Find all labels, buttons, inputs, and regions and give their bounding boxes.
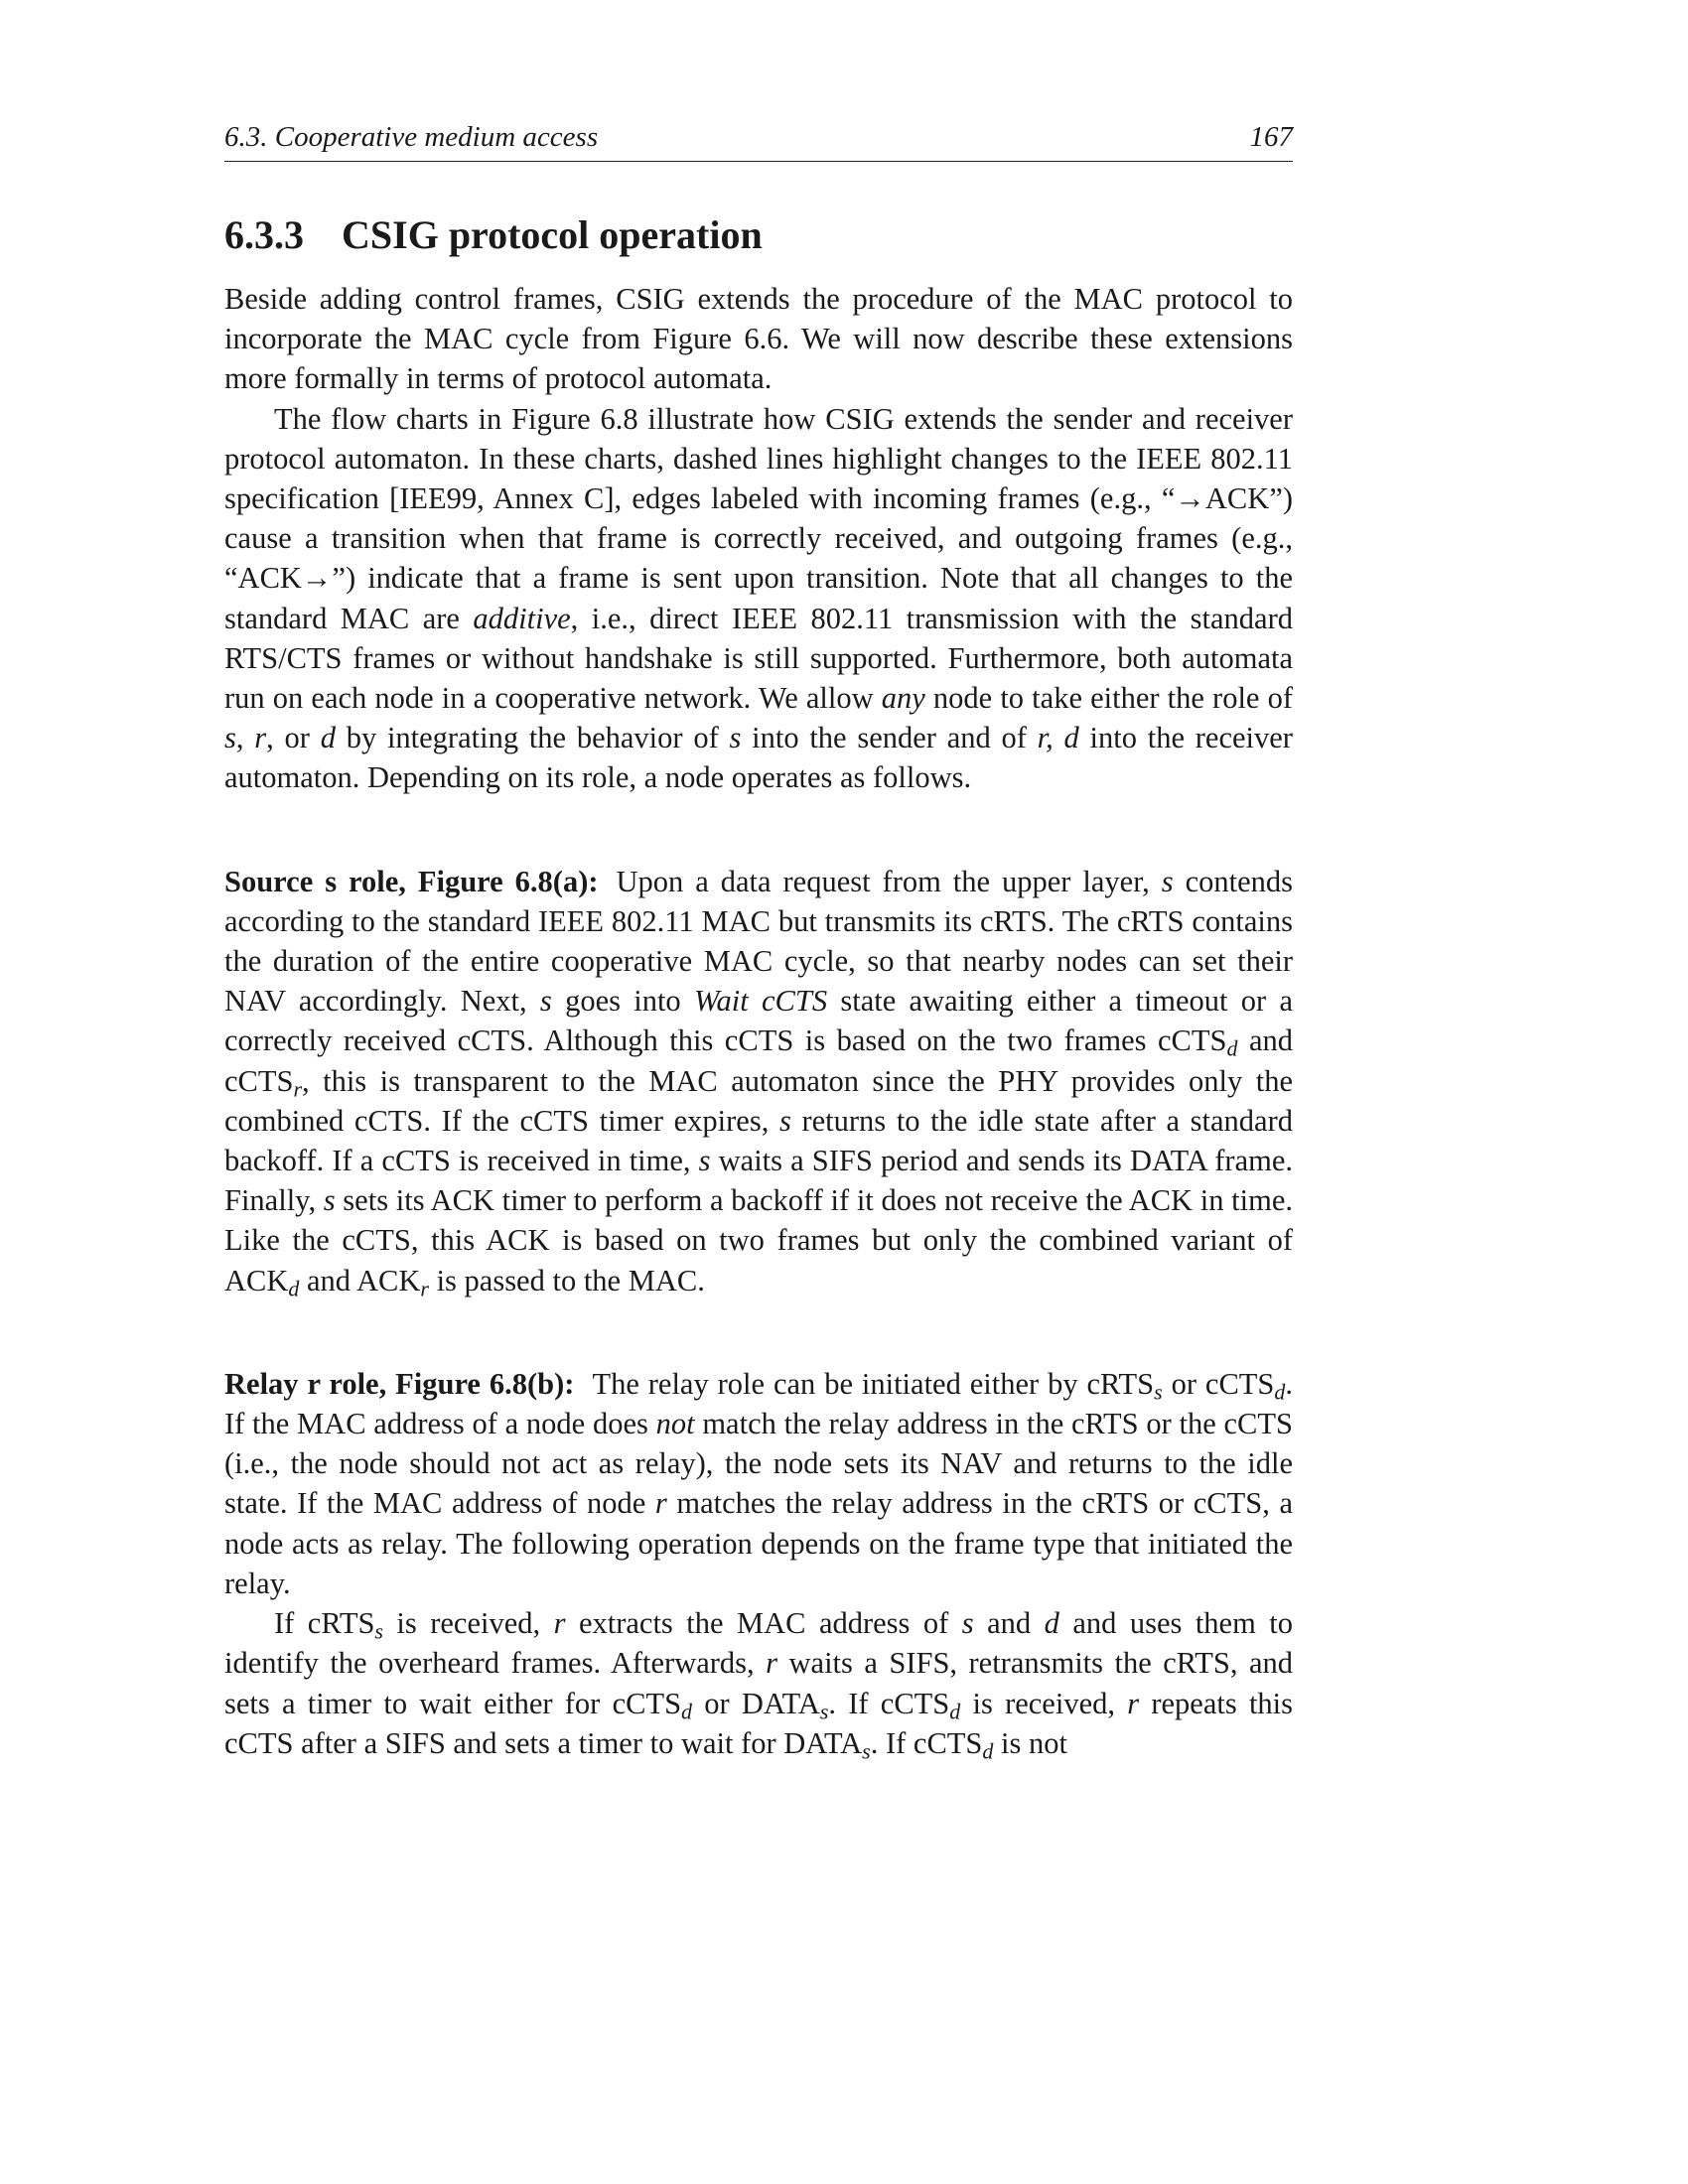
relay-role-label: Relay r role, Figure 6.8(b): bbox=[224, 1366, 575, 1401]
paragraph-source-role: Source s role, Figure 6.8(a): Upon a data request from the upper layer, s contends according to the standard IEEE 802.11 MAC but transmits its cRTS. The cRTS contains the duration of the entire cooperative MAC cycle, so that nearby nodes can set their NAV accordingly. Next, s goes into Wait cCTS state awaiting either a timeout or a correctly received cCTS. Although this cCTS is based on the two frames cCTS$_d$ and cCTS$_r$, this is transparent to the MAC automaton since the PHY provides only the combined cCTS. If the cCTS timer expires, s returns to the idle state after a standard backoff. If a cCTS is received in time, s waits a SIFS period and sends its DATA frame. Finally, s sets its ACK timer to perform a backoff if it does not receive the ACK in time. Like the cCTS, this ACK is based on two frames but only the combined variant of $ACK_d$ and $ACK_r$ is passed to the MAC. bbox=[224, 864, 1294, 1301]
paragraph-relay-role: Relay r role, Figure 6.8(b): The relay role can be initiated either by cRTS$_s$ or cCTS$_d$. If the MAC address of a node does not match the relay address in the cRTS or the cCTS (i.e., the node should not act as relay), the node sets its NAV and returns to the idle state. If the MAC address of node r matches the relay address in the cRTS or cCTS, a node acts as relay. The following operation depends on the frame type that initiated the relay. bbox=[224, 1366, 1293, 1600]
paragraph-gap bbox=[224, 798, 1293, 862]
section-heading bbox=[224, 211, 1293, 259]
section-number: 6.3.3 bbox=[224, 212, 304, 257]
paragraph-flow-charts: The flow charts in Figure 6.8 illustrate how CSIG extends the sender and receiver protocol automaton. In these charts, dashed lines highlight changes to the IEEE 802.11 specification [IEE99, Annex C], edges labeled with incoming frames (e.g., “→ACK”) cause a transition when that frame is correctly received, and outgoing frames (e.g., “ACK→”) indicate that a frame is sent upon transition. Note that all changes to the standard MAC are additive, i.e., direct IEEE 802.11 transmission with the standard RTS/CTS frames or without handshake is still supported. Furthermore, both automata run on each node in a cooperative network. We allow any node to take either the role of s, r, or d by integrating the behavior of s into the sender and of r, d into the receiver automaton. Depending on its role, a node operates as follows. bbox=[224, 401, 1294, 795]
paragraph-crts-received: If cRTS$_s$ is received, r extracts the MAC address of s and d and uses them to identify the overheard frames. Afterwards, r waits a SIFS, retransmits the cRTS, and sets a timer to wait either for cCTS$_d$ or $DATA_s$. If cCTS$_d$ is received, r repeats this cCTS after a SIFS and sets a timer to wait for $DATA_s$. If cCTS$_d$ is not bbox=[224, 1606, 1294, 1764]
source-role-label: Source s role, Figure 6.8(a): bbox=[224, 864, 599, 898]
section-title: CSIG protocol operation bbox=[342, 212, 763, 257]
page bbox=[224, 119, 1293, 1763]
paragraph-gap bbox=[224, 1300, 1293, 1364]
paragraph-intro: Beside adding control frames, CSIG extends the procedure of the MAC protocol to incorporate the MAC cycle from Figure 6.6. We will now describe these extensions more formally in terms of protocol automata. bbox=[224, 282, 1293, 396]
running-head-title: 6.3. Cooperative medium access bbox=[224, 121, 599, 153]
running-head bbox=[224, 119, 1293, 162]
page-number: 167 bbox=[1249, 121, 1293, 153]
